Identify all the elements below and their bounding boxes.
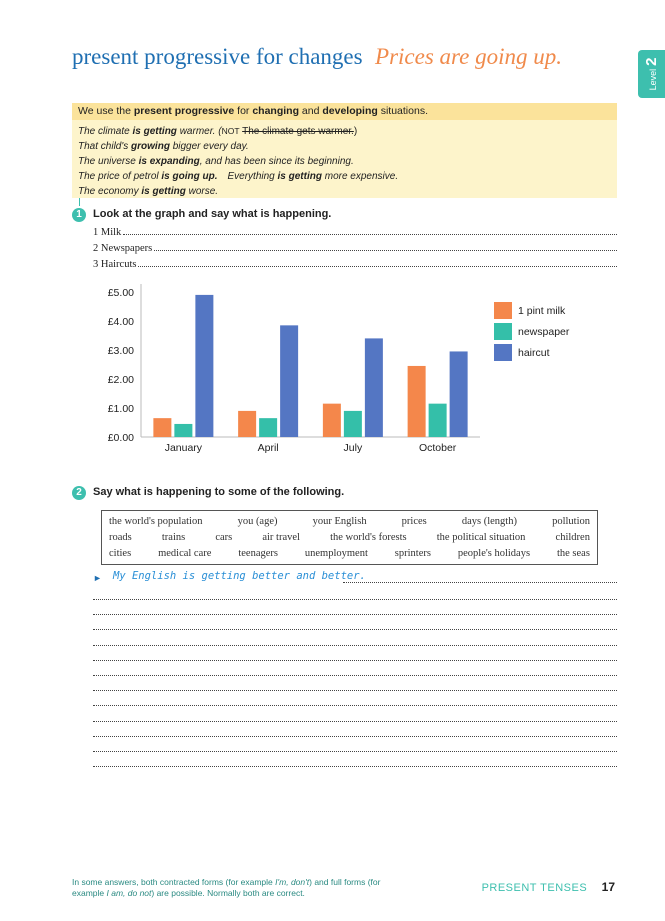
word-item: cities [109,548,132,559]
bar-newspaper-april [259,418,277,437]
legend-label: haircut [518,347,550,359]
bar-newspaper-january [174,424,192,437]
bar-newspaper-july [344,411,362,437]
word-item: you (age) [237,516,278,527]
example-marker-icon: ► [93,573,102,583]
y-tick-label: £1.00 [107,403,134,415]
question-line-haircuts[interactable]: 3 Haircuts [93,257,617,271]
level-tab [638,50,665,98]
answer-line[interactable] [93,766,617,767]
word-item: people's holidays [457,548,531,559]
answer-line[interactable] [93,645,617,646]
answer-line[interactable] [93,751,617,752]
exercise-1-title: Look at the graph and say what is happening. [93,208,332,220]
exercise-1-number: 1 [72,208,86,222]
rule-intro: We use the present progressive for changing and developing situations. [72,103,617,120]
y-tick-label: £4.00 [107,316,134,328]
word-item: trains [161,532,186,543]
page-number: 17 [601,880,615,894]
section-name: PRESENT TENSES [481,882,588,894]
answer-line[interactable] [93,705,617,706]
question-line-milk[interactable]: 1 Milk [93,225,617,239]
word-item: days (length) [461,516,517,527]
answer-line[interactable] [93,629,617,630]
answer-line[interactable] [93,614,617,615]
answer-line[interactable] [93,690,617,691]
bar-haircut-april [280,325,298,437]
title-example: Prices are going up. [375,44,563,69]
word-item: your English [312,516,367,527]
legend-label: 1 pint milk [518,305,566,317]
rule-example-1: The climate is getting warmer. (NOT The climate gets warmer.) [78,126,358,137]
answer-line[interactable] [93,736,617,737]
page-title: present progressive for changes [72,44,363,69]
exercise-2-number: 2 [72,486,86,500]
bar-1-pint-milk-july [323,404,341,437]
bar-haircut-january [195,295,213,437]
word-item: the world's forests [330,532,407,543]
exercise-2-title: Say what is happening to some of the following. [93,486,345,498]
x-tick-label: July [343,442,363,454]
word-item: cars [215,532,233,543]
footer-right [482,878,615,896]
y-tick-label: £5.00 [107,287,134,299]
example-answer: My English is getting better and better. [113,570,366,582]
rule-example-2: That child's growing bigger every day. [78,141,249,152]
word-item: children [555,532,590,543]
bar-newspaper-october [429,404,447,437]
rule-example-3: The universe is expanding, and has been since its beginning. [78,156,354,167]
word-row [109,532,590,543]
level-number: 2 [642,57,660,66]
word-item: the world's population [109,516,203,527]
bar-1-pint-milk-october [408,366,426,437]
word-item: sprinters [394,548,431,559]
word-item: the political situation [436,532,526,543]
x-tick-label: October [418,442,457,454]
rule-example-4: The price of petrol is going up. Everything is getting more expensive. [78,171,399,182]
rule-example-5: The economy is getting worse. [78,186,219,197]
y-tick-label: £2.00 [107,374,134,386]
word-item: pollution [552,516,590,527]
word-item: prices [401,516,427,527]
word-item: teenagers [238,548,278,559]
legend-swatch [494,302,512,319]
word-box [101,510,598,565]
bar-haircut-july [365,338,383,437]
connector-line [79,198,80,206]
answer-line[interactable] [93,675,617,676]
word-item: medical care [158,548,212,559]
word-item: roads [109,532,132,543]
word-item: unemployment [304,548,368,559]
answer-line[interactable] [93,721,617,722]
level-label: Level [647,68,658,91]
grammar-rule-box [72,103,617,198]
y-tick-label: £0.00 [107,432,134,444]
word-row [109,516,590,527]
answer-line[interactable] [93,599,617,600]
page-header [72,44,562,70]
answer-line[interactable] [93,660,617,661]
price-chart [88,270,608,460]
word-item: the seas [556,548,590,559]
example-answer-line [93,571,617,585]
legend-swatch [494,323,512,340]
question-line-newspapers[interactable]: 2 Newspapers [93,241,617,255]
word-item: air travel [262,532,300,543]
y-tick-label: £3.00 [107,345,134,357]
bar-1-pint-milk-january [153,418,171,437]
legend-label: newspaper [518,326,570,338]
legend-swatch [494,344,512,361]
x-tick-label: January [164,442,203,454]
x-tick-label: April [257,442,279,454]
bar-haircut-october [450,351,468,437]
word-row [109,548,590,559]
footer-note: In some answers, both contracted forms (for example I'm, don't) and full forms (for example I am, do not) are possible. Normally both are correct. [72,877,381,898]
bar-1-pint-milk-april [238,411,256,437]
